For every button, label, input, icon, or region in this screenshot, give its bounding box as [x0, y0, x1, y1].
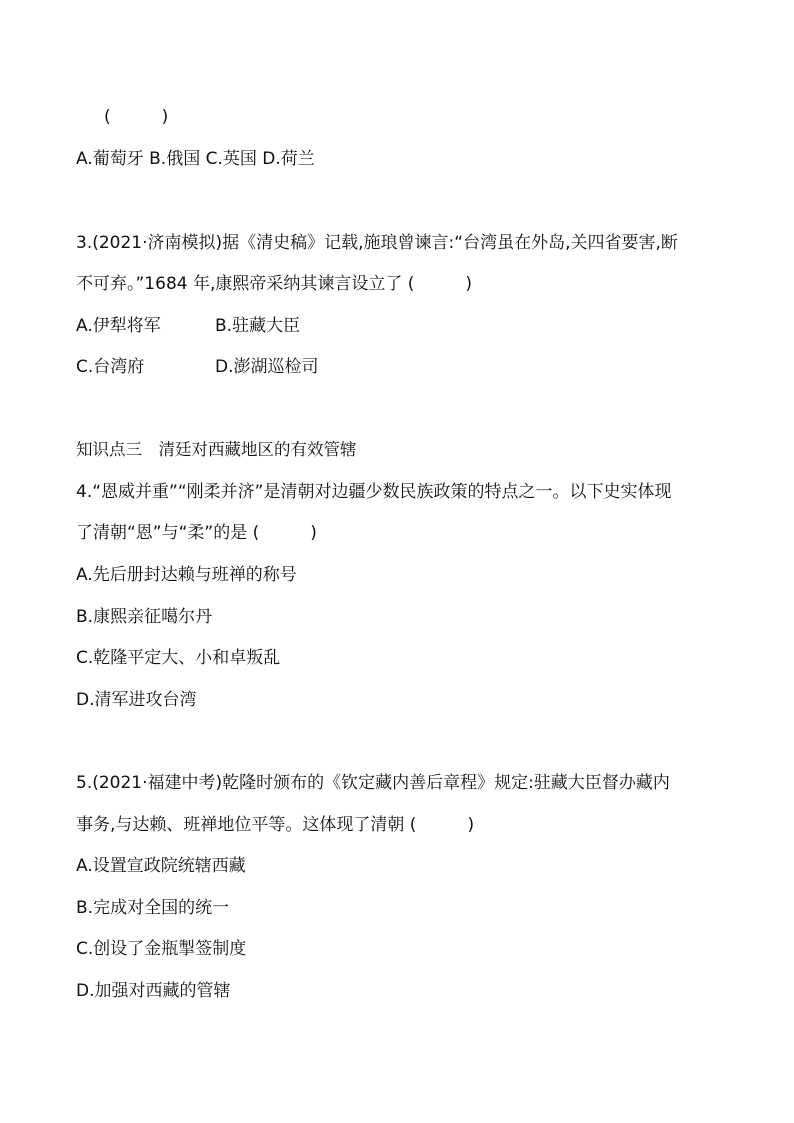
question-2-answer-blank: ( )	[104, 107, 169, 127]
question-4-option-d: D.清军进攻台湾	[76, 690, 197, 710]
question-5-option-b: B.完成对全国的统一	[76, 898, 230, 918]
question-3-stem-line-2: 不可弃。”1684 年,康熙帝采纳其谏言设立了 ( )	[76, 274, 473, 294]
question-5-option-c: C.创设了金瓶掣签制度	[76, 939, 247, 959]
question-3-option-b: B.驻藏大臣	[215, 316, 301, 336]
question-5-option-d: D.加强对西藏的管辖	[76, 981, 231, 1001]
question-5-stem-line-1: 5.(2021·福建中考)乾隆时颁布的《钦定藏内善后章程》规定:驻藏大臣督办藏内	[76, 773, 670, 793]
question-3-option-d: D.澎湖巡检司	[215, 357, 319, 377]
question-4-stem-line-1: 4.“恩威并重”“刚柔并济”是清朝对边疆少数民族政策的特点之一。以下史实体现	[76, 482, 672, 502]
question-4-option-b: B.康熙亲征噶尔丹	[76, 607, 213, 627]
question-4-stem-line-2: 了清朝“恩”与“柔”的是 ( )	[76, 523, 317, 543]
question-3-stem-line-1: 3.(2021·济南模拟)据《清史稿》记载,施琅曾谏言:“台湾虽在外岛,关四省要害,断	[76, 233, 678, 253]
question-5-stem-line-2: 事务,与达赖、班禅地位平等。这体现了清朝 ( )	[76, 815, 475, 835]
question-3-option-a: A.伊犁将军	[76, 316, 161, 336]
section-3-heading: 知识点三 清廷对西藏地区的有效管辖	[76, 440, 357, 459]
question-5-option-a: A.设置宣政院统辖西藏	[76, 856, 246, 876]
question-3-option-c: C.台湾府	[76, 357, 145, 377]
question-4-option-a: A.先后册封达赖与班禅的称号	[76, 565, 297, 585]
question-4-option-c: C.乾隆平定大、小和卓叛乱	[76, 648, 281, 668]
question-2-options: A.葡萄牙 B.俄国 C.英国 D.荷兰	[76, 149, 315, 169]
